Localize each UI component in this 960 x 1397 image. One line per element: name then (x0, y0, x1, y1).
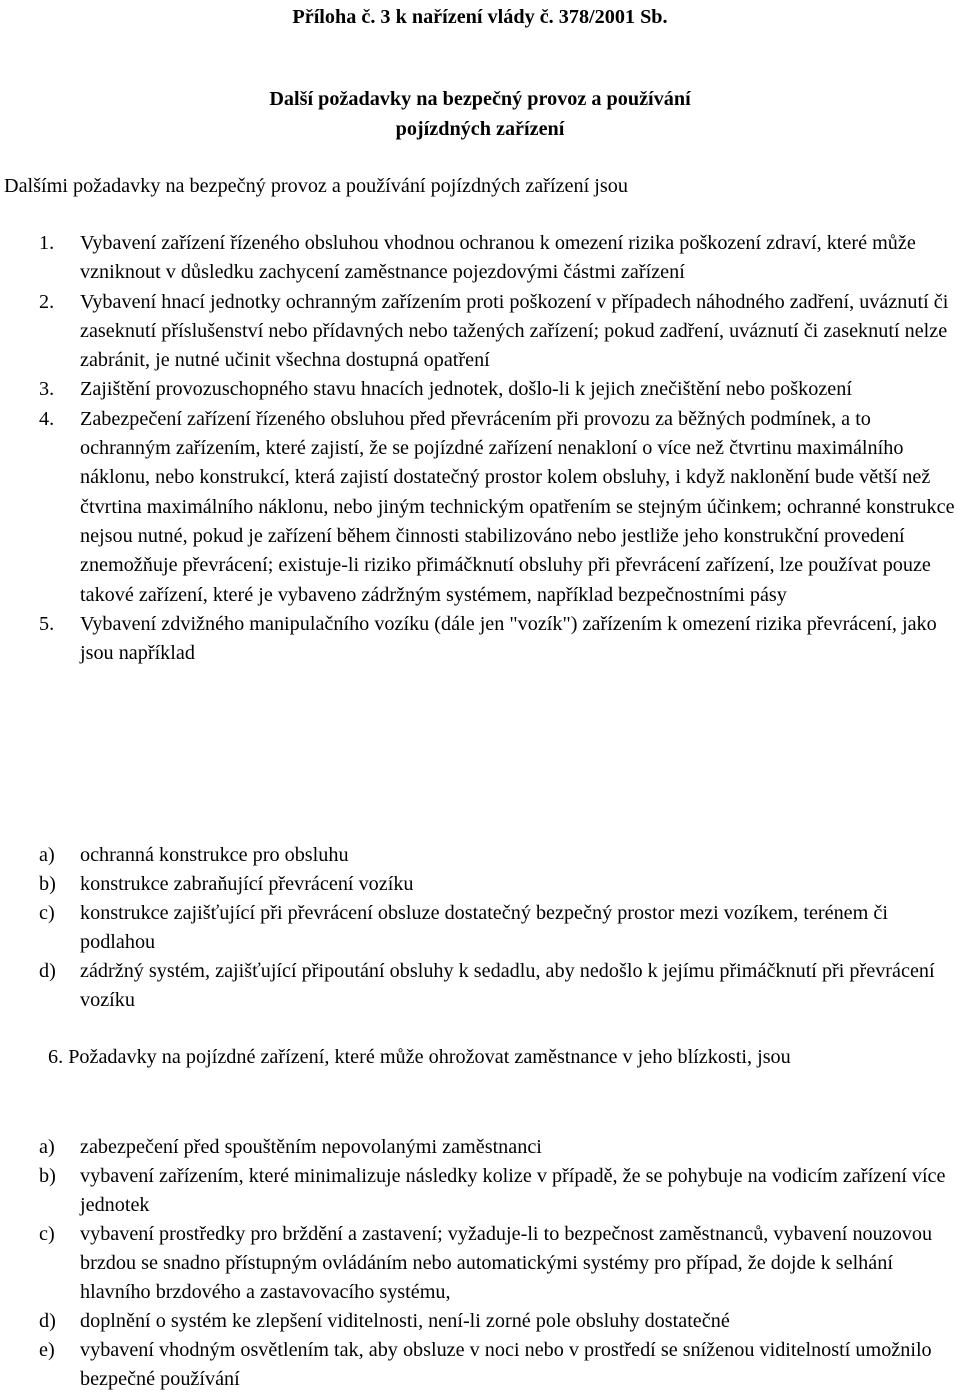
item-text: zabezpečení před spouštěním nepovolanými zaměstnanci (80, 1136, 542, 1158)
item-text: konstrukce zabraňující převrácení vozíku (80, 873, 414, 895)
list-item (39, 870, 960, 899)
item-text: vybavení vhodným osvětlením tak, aby obsluze v noci nebo v prostředí se sníženou viditelností umožnilo bezpečné používání (80, 1339, 932, 1390)
item-text: Vybavení hnací jednotky ochranným zařízením proti poškození v případech náhodného zadření, uváznutí či zaseknutí příslušenství nebo přídavných nebo tažených zařízení; pokud zadření, uváznutí či zaseknutí nelze zabránit, je nutné učinit všechna dostupná opatření (80, 290, 949, 372)
item-letter: e) (39, 1339, 55, 1361)
item-number: 1. (39, 232, 55, 254)
vehicle-measures-list (39, 841, 960, 1015)
proximity-measures-list (39, 1133, 960, 1394)
item-text: konstrukce zajišťující při převrácení obsluze dostatečný bezpečný prostor mezi vozíkem, terénem či podlahou (80, 902, 888, 953)
item-text: Zajištění provozuschopného stavu hnacích jednotek, došlo-li k jejich znečištění nebo poškození (80, 378, 852, 401)
item-letter: a) (39, 1136, 55, 1158)
item-number: 4. (39, 407, 55, 430)
list-item (39, 957, 960, 1015)
item-text: Vybavení zdvižného manipulačního vozíku (dále jen "vozík") zařízením k omezení rizika převrácení, jako jsou například (80, 612, 937, 665)
list-item (39, 610, 960, 669)
intro-paragraph: Dalšími požadavky na bezpečný provoz a používání pojízdných zařízení jsou (4, 175, 628, 197)
list-item (39, 1336, 960, 1394)
section-title-line2: pojízdných zařízení (395, 118, 565, 140)
list-item (39, 288, 960, 376)
item-letter: a) (39, 844, 55, 866)
list-item (39, 375, 960, 404)
item-number: 2. (39, 290, 55, 313)
item-text: ochranná konstrukce pro obsluhu (80, 844, 349, 866)
item-number: 3. (39, 378, 55, 401)
item-number: 5. (39, 612, 55, 635)
requirements-list (39, 229, 960, 668)
list-item (39, 1133, 960, 1162)
item-letter: c) (39, 902, 55, 924)
list-item (39, 899, 960, 957)
document-title: Příloha č. 3 k nařízení vlády č. 378/2001 Sb. (292, 6, 668, 28)
list-item (39, 229, 960, 288)
item-6-paragraph: 6. Požadavky na pojízdné zařízení, které může ohrožovat zaměstnance v jeho blízkosti, jsou (48, 1046, 791, 1068)
item-text: vybavení prostředky pro brždění a zastavení; vyžaduje-li to bezpečnost zaměstnanců, vybavení nouzovou brzdou se snadno přístupným ovládáním nebo automatickými systémy pro případ, že dojde k selhání hlavního brzdového a zastavovacího systému, (80, 1223, 933, 1303)
section-title (0, 84, 960, 144)
list-item (39, 1162, 960, 1220)
item-letter: d) (39, 960, 56, 982)
item-text: Zabezpečení zařízení řízeného obsluhou před převrácením při provozu za běžných podmínek, a to ochranným zařízením, které zajistí, že se pojízdné zařízení nenakloní o více než čtvrtinu maximálního náklonu, nebo konstrukcí, která zajistí dostatečný prostor kolem obsluhy, i když naklonění bude větší než čtvrtina maximálního náklonu, nebo jiným technickým opatřením se stejným účinkem; ochranné konstrukce nejsou nutné, pokud je zařízení během činnosti stabilizováno nebo jestliže jeho konstrukční provedení znemožňuje převrácení; existuje-li riziko přimáčknutí obsluhy při převrácení zařízení, lze používat pouze takové zařízení, které je vybaveno zádržným systémem, například bezpečnostními pásy (80, 407, 955, 606)
item-text: vybavení zařízením, které minimalizuje následky kolize v případě, že se pohybuje na vodicím zařízení více jednotek (80, 1165, 946, 1216)
list-item (39, 841, 960, 870)
list-item (39, 1220, 960, 1307)
item-text: Vybavení zařízení řízeného obsluhou vhodnou ochranou k omezení rizika poškození zdraví, které může vzniknout v důsledku zachycení zaměstnance pojezdovými částmi zařízení (80, 232, 916, 284)
item-letter: c) (39, 1223, 55, 1245)
section-title-line1: Další požadavky na bezpečný provoz a používání (269, 88, 691, 110)
item-letter: b) (39, 1165, 56, 1187)
list-item (39, 1307, 960, 1336)
item-letter: d) (39, 1310, 56, 1332)
item-letter: b) (39, 873, 56, 895)
item-text: zádržný systém, zajišťující připoutání obsluhy k sedadlu, aby nedošlo k jejímu přimáčknutí při převrácení vozíku (80, 960, 935, 1011)
item-text: doplnění o systém ke zlepšení viditelnosti, není-li zorné pole obsluhy dostatečné (80, 1310, 730, 1332)
list-item (39, 405, 960, 610)
